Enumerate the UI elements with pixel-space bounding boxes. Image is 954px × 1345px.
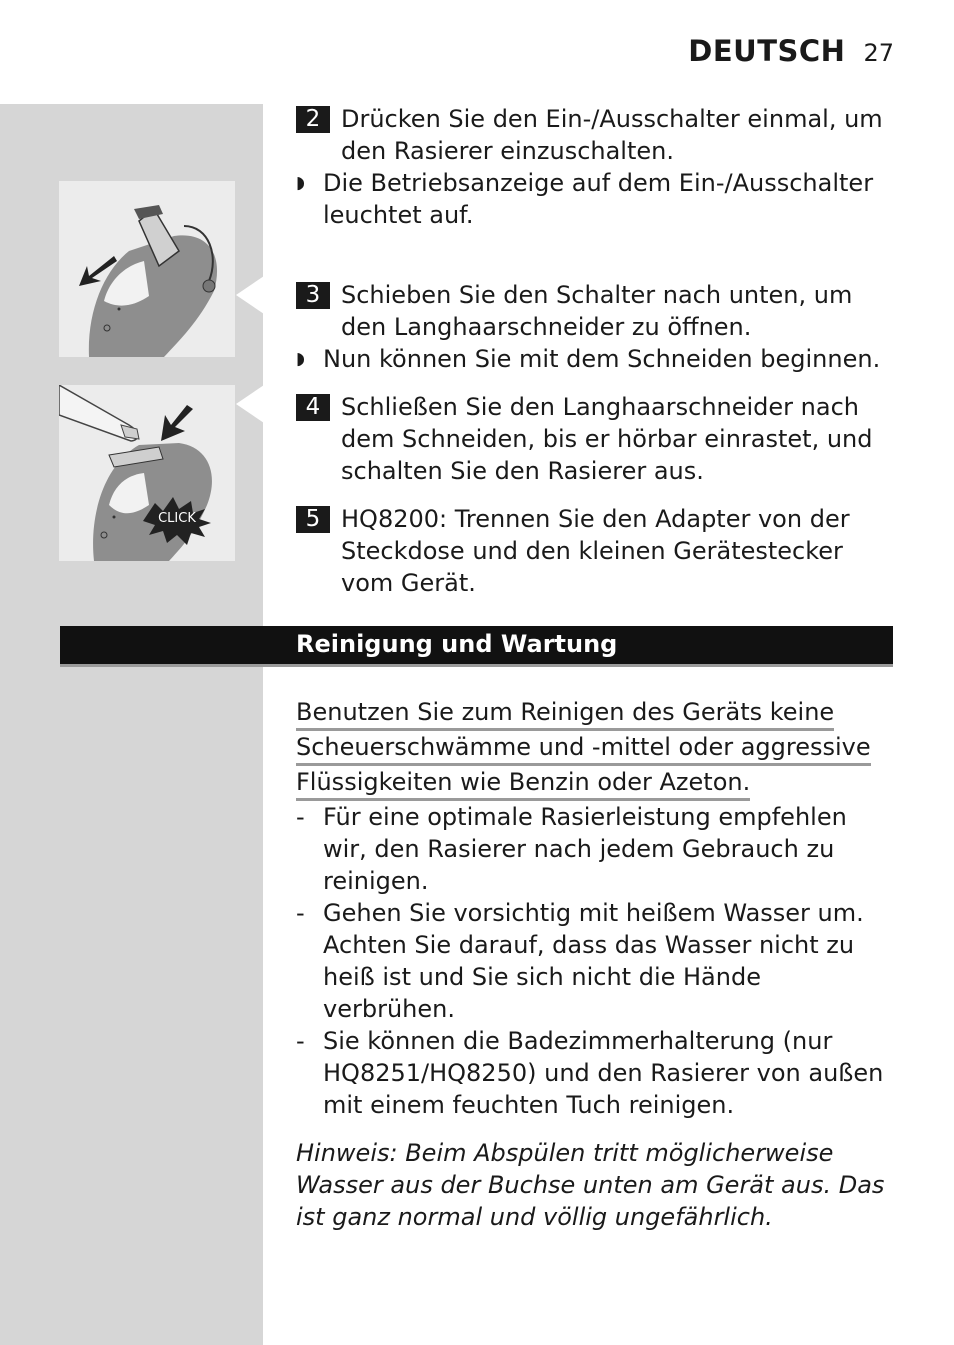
dash-text: Sie können die Badezimmerhalterung (nur HQ8251/HQ8250) und den Rasierer von außen mit einem feuchten Tuch reinigen.	[323, 1027, 884, 1119]
step-3	[296, 279, 896, 375]
step-text: HQ8200: Trennen Sie den Adapter von der Steckdose und den kleinen Gerätestecker vom Gerät.	[341, 505, 850, 597]
dash-item	[296, 897, 896, 1025]
bullet-item	[296, 167, 896, 231]
pointer-triangle	[236, 276, 264, 314]
dash-item	[296, 1025, 896, 1121]
figure-trimmer-close	[59, 385, 235, 561]
dash-item	[296, 801, 896, 897]
dash-text: Für eine optimale Rasierleistung empfehlen wir, den Rasierer nach jedem Gebrauch zu reinigen.	[323, 803, 847, 895]
step-number: 4	[296, 394, 330, 421]
note-text: Hinweis: Beim Abspülen tritt möglicherweise Wasser aus der Buchse unten am Gerät aus. Das ist ganz normal und völlig ungefährlich.	[296, 1139, 885, 1231]
bullet-icon: ◗	[296, 349, 305, 369]
cleaning-section	[296, 696, 896, 1233]
bullet-item	[296, 343, 896, 375]
bullet-icon: ◗	[296, 173, 305, 193]
click-label: CLICK	[158, 511, 196, 526]
shaver-trimmer-close-illustration	[59, 385, 235, 561]
step-number: 3	[296, 282, 330, 309]
warning-block	[296, 696, 896, 801]
shaver-trimmer-open-illustration	[59, 181, 235, 357]
pointer-triangle	[236, 385, 264, 423]
step-text: Schließen Sie den Langhaarschneider nach dem Schneiden, bis er hörbar einrastet, und schalten Sie den Rasierer aus.	[341, 393, 873, 485]
language-title: DEUTSCH	[688, 34, 846, 68]
step-number: 5	[296, 506, 330, 533]
step-5	[296, 503, 896, 599]
section-title: Reinigung und Wartung	[296, 630, 618, 658]
bullet-text: Die Betriebsanzeige auf dem Ein-/Ausschalter leuchtet auf.	[323, 169, 874, 229]
dash-marker: -	[296, 899, 305, 927]
dash-marker: -	[296, 803, 305, 831]
page-number: 27	[863, 39, 894, 67]
step-text: Drücken Sie den Ein-/Ausschalter einmal, um den Rasierer einzuschalten.	[341, 105, 883, 165]
section-header-bar	[60, 626, 893, 667]
step-number: 2	[296, 106, 330, 133]
warning-line: Scheuerschwämme und -mittel oder aggressive	[296, 731, 871, 766]
step-2	[296, 103, 896, 231]
figure-trimmer-open	[59, 181, 235, 357]
dash-text: Gehen Sie vorsichtig mit heißem Wasser um. Achten Sie darauf, dass das Wasser nicht zu heiß ist und Sie sich nicht die Hände verbrühen.	[323, 899, 864, 1023]
warning-line: Benutzen Sie zum Reinigen des Geräts keine	[296, 696, 834, 731]
dash-marker: -	[296, 1027, 305, 1055]
warning-line: Flüssigkeiten wie Benzin oder Azeton.	[296, 766, 750, 801]
step-4	[296, 391, 896, 487]
bullet-text: Nun können Sie mit dem Schneiden beginnen.	[323, 345, 881, 373]
step-text: Schieben Sie den Schalter nach unten, um den Langhaarschneider zu öffnen.	[341, 281, 853, 341]
page-header	[688, 34, 894, 68]
